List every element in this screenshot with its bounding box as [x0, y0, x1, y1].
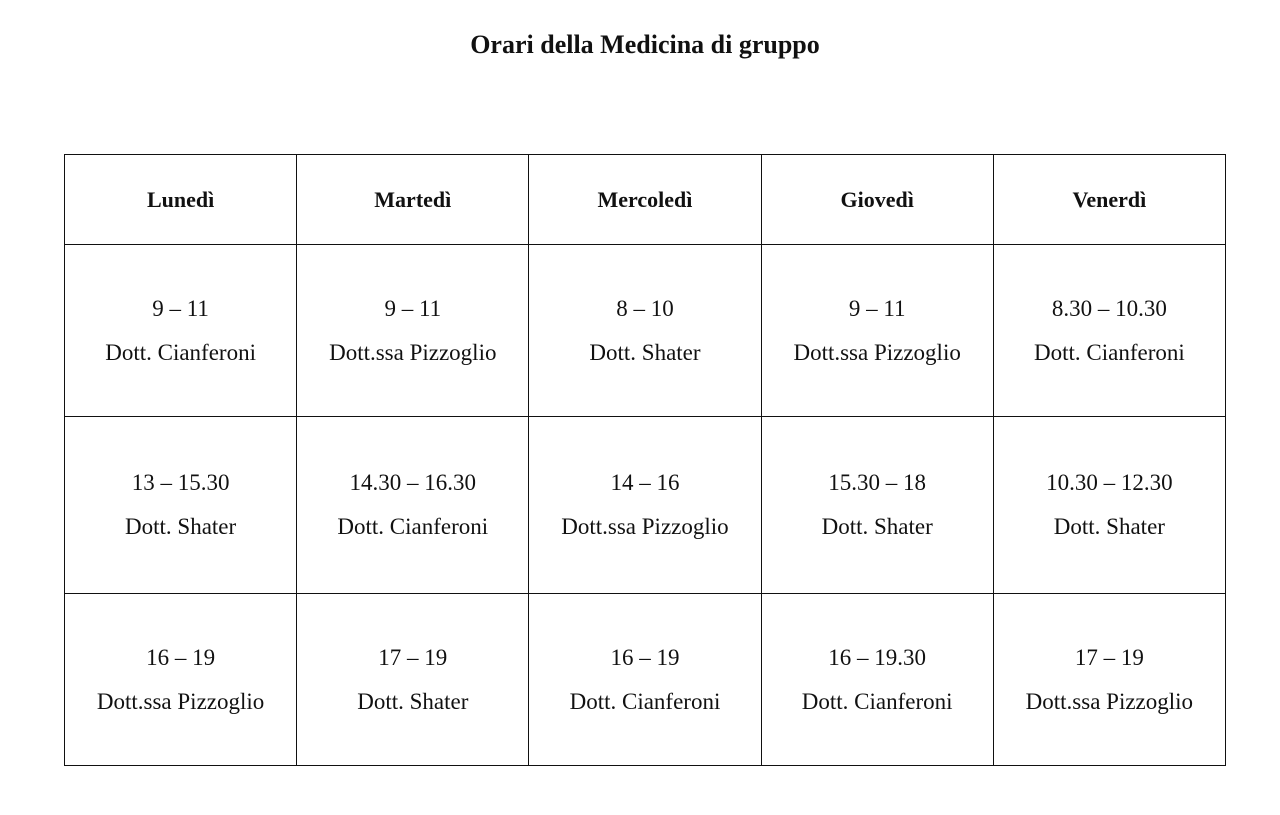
header-row — [65, 155, 1226, 245]
slot-doctor: Dott. Shater — [1053, 514, 1165, 539]
table-row — [65, 594, 1226, 766]
slot-time: 9 – 11 — [384, 295, 442, 321]
table-cell — [993, 417, 1225, 594]
slot-doctor: Dott.ssa Pizzoglio — [329, 339, 497, 365]
slot-time: 9 – 11 — [152, 295, 209, 321]
slot-time: 16 – 19.30 — [828, 644, 927, 670]
slot-doctor: Dott. Shater — [589, 339, 701, 365]
slot-time: 8 – 10 — [616, 295, 674, 321]
table-cell — [761, 417, 993, 594]
table-cell — [761, 594, 993, 766]
table-cell — [993, 245, 1225, 417]
slot-doctor: Dott. Cianferoni — [105, 339, 256, 365]
table-cell — [761, 245, 993, 417]
day-header-monday: Lunedì — [65, 155, 297, 245]
slot-time: 16 – 19 — [610, 644, 680, 670]
day-header-tuesday: Martedì — [297, 155, 529, 245]
slot-doctor: Dott.ssa Pizzoglio — [793, 339, 961, 365]
slot-doctor: Dott.ssa Pizzoglio — [1025, 688, 1194, 714]
slot-time: 14 – 16 — [610, 470, 680, 495]
slot-doctor: Dott. Shater — [821, 514, 933, 539]
table-row — [65, 245, 1226, 417]
slot-doctor: Dott. Cianferoni — [569, 688, 721, 714]
slot-doctor: Dott.ssa Pizzoglio — [96, 688, 265, 714]
table-cell — [297, 417, 529, 594]
slot-time: 17 – 19 — [1074, 644, 1144, 670]
table-cell — [297, 594, 529, 766]
table-cell — [65, 245, 297, 417]
table-cell — [65, 594, 297, 766]
day-header-thursday: Giovedì — [761, 155, 993, 245]
table-cell — [297, 245, 529, 417]
day-header-friday: Venerdì — [993, 155, 1225, 245]
slot-doctor: Dott. Shater — [125, 514, 237, 539]
slot-doctor: Dott. Cianferoni — [801, 688, 953, 714]
table-row — [65, 417, 1226, 594]
slot-time: 13 – 15.30 — [131, 470, 230, 495]
schedule-table — [64, 154, 1226, 766]
slot-doctor: Dott.ssa Pizzoglio — [561, 514, 729, 539]
slot-time: 9 – 11 — [848, 295, 906, 321]
slot-time: 10.30 – 12.30 — [1046, 470, 1173, 495]
table-cell — [529, 594, 761, 766]
slot-doctor: Dott. Cianferoni — [337, 514, 489, 539]
slot-time: 16 – 19 — [146, 644, 216, 670]
table-cell — [993, 594, 1225, 766]
table-cell — [529, 417, 761, 594]
slot-time: 15.30 – 18 — [828, 470, 927, 495]
slot-doctor: Dott. Cianferoni — [1034, 339, 1185, 365]
slot-time: 17 – 19 — [378, 644, 448, 670]
day-header-wednesday: Mercoledì — [529, 155, 761, 245]
slot-time: 8.30 – 10.30 — [1051, 295, 1167, 321]
table-cell — [529, 245, 761, 417]
page-title: Orari della Medicina di gruppo — [470, 30, 820, 59]
slot-time: 14.30 – 16.30 — [349, 470, 477, 495]
slot-doctor: Dott. Shater — [357, 688, 469, 714]
table-cell — [65, 417, 297, 594]
